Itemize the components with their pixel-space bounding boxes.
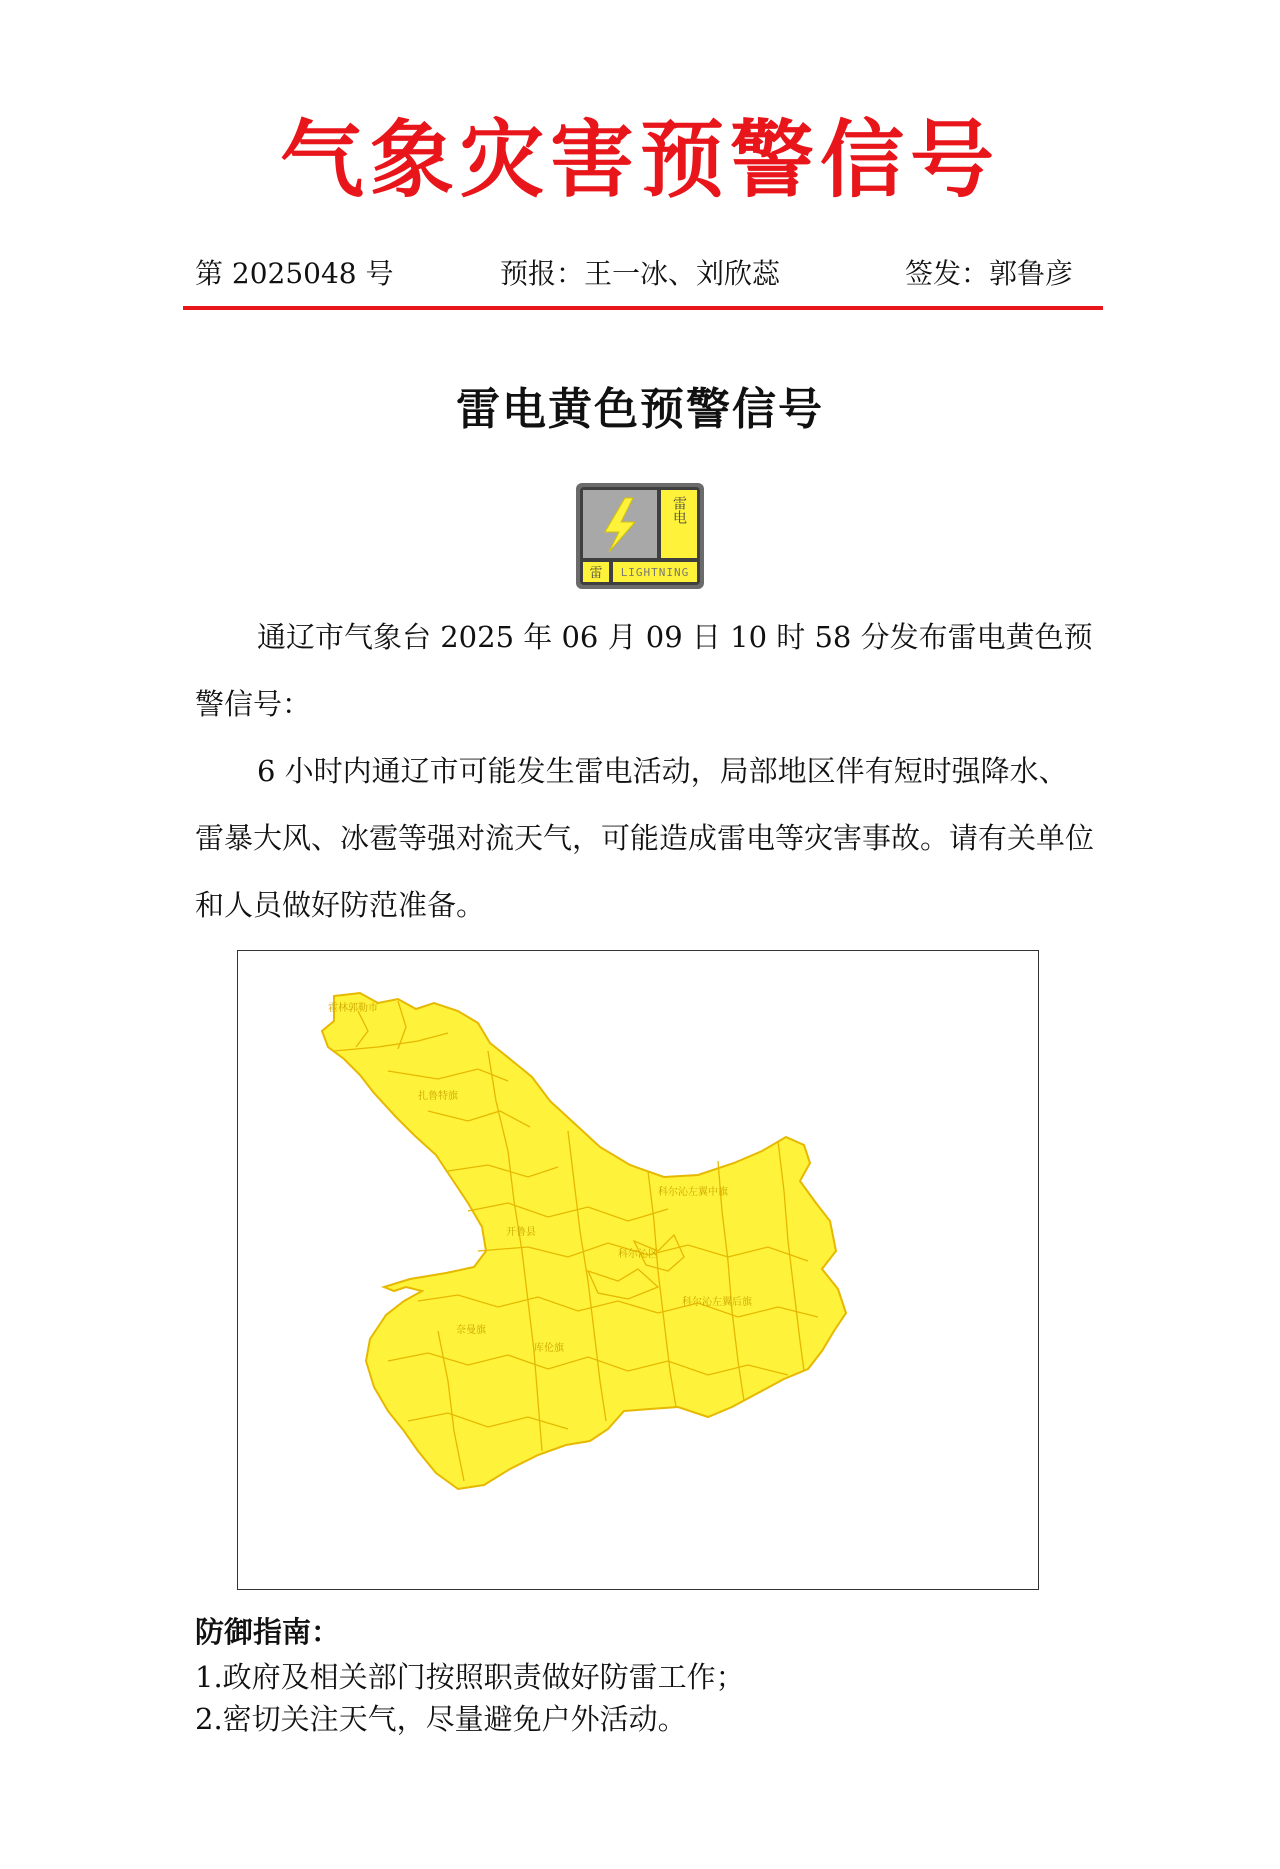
defense-guide-heading: 防御指南： (195, 1615, 341, 1649)
map-label-kailu: 开鲁县 (506, 1227, 536, 1238)
warning-content-paragraph: 6 小时内通辽市可能发生雷电活动，局部地区伴有短时强降水、雷暴大风、冰雹等强对流天气，可能造成雷电等灾害事故。请有关单位和人员做好防范准备。 (195, 754, 1095, 922)
icon-bottom-label: LIGHTNING (620, 566, 690, 579)
guide-item: 1.政府及相关部门按照职责做好防雷工作； (195, 1660, 745, 1694)
issuance-paragraph: 通辽市气象台 2025 年 06 月 09 日 10 时 58 分发布雷电黄色预警信号： (195, 620, 1093, 721)
masthead-title: 气象灾害预警信号 (279, 110, 1000, 209)
red-divider (183, 306, 1103, 310)
map-label-keerqin: 科尔沁区 (618, 1249, 658, 1260)
icon-side-text: 雷电 (671, 496, 687, 524)
warning-area-map (237, 950, 1039, 1590)
forecasters: 预报：王一冰、刘欣蕊 (500, 257, 781, 290)
map-label-naiman: 奈曼旗 (456, 1325, 486, 1336)
warning-title: 雷电黄色预警信号 (456, 384, 824, 435)
map-label-zuoyihouqi: 科尔沁左翼后旗 (682, 1297, 752, 1308)
guide-item: 2.密切关注天气，尽量避免户外活动。 (195, 1702, 687, 1736)
map-label-zuoyizhongqi: 科尔沁左翼中旗 (658, 1187, 728, 1198)
lightning-yellow-warning-icon (575, 482, 705, 590)
map-label-kulun: 库伦旗 (534, 1343, 564, 1354)
issuer: 签发：郭鲁彦 (905, 257, 1074, 290)
defense-guide-list (195, 1656, 1095, 1740)
document-number: 第 2025048 号 (195, 257, 394, 290)
document-meta (195, 252, 1095, 296)
tongliao-region-shape (322, 993, 846, 1489)
map-label-zhalute: 扎鲁特旗 (418, 1091, 458, 1102)
icon-corner-glyph: 雷 (589, 566, 603, 581)
map-label-huolinguole: 霍林郭勒市 (328, 1003, 378, 1014)
